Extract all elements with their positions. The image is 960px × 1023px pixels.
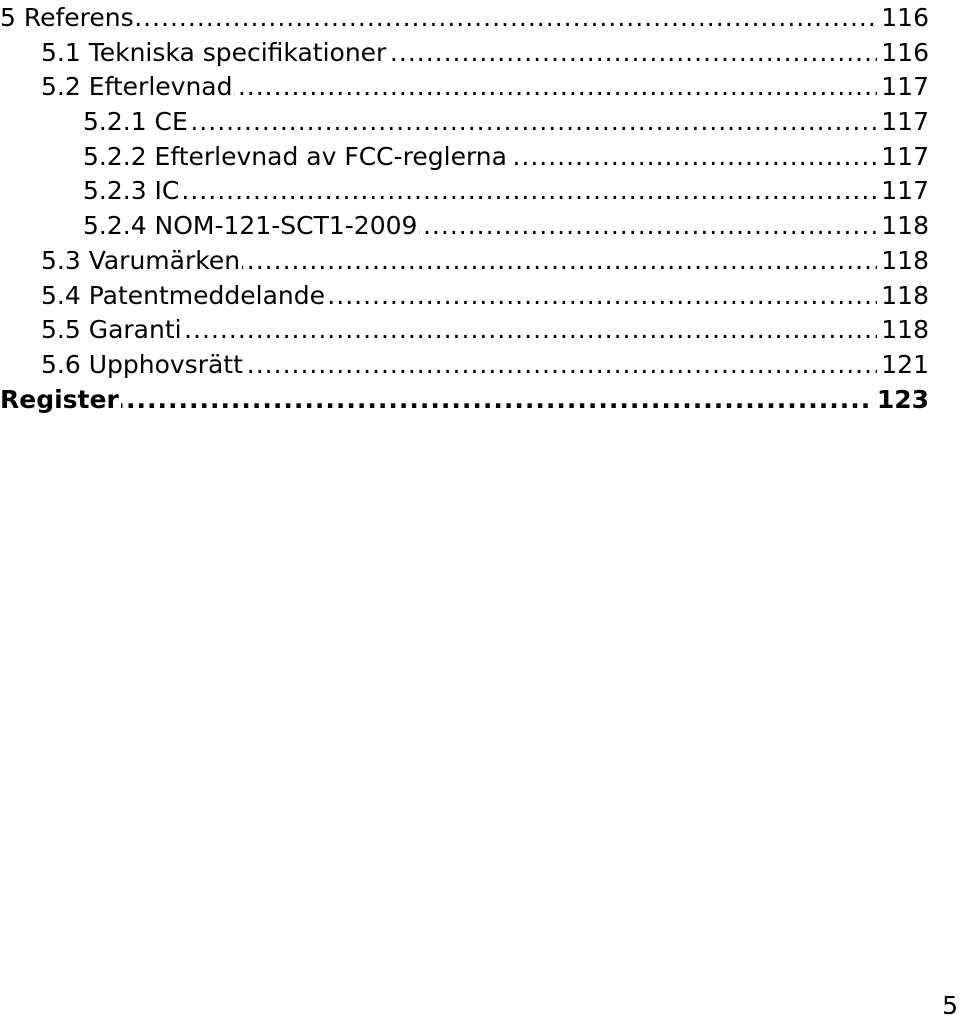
toc-entry-page: 117	[877, 174, 929, 209]
toc-entry-tekniska-specifikationer[interactable]	[0, 36, 960, 71]
toc-entry-page: 118	[877, 209, 929, 244]
toc-entry-varumarken[interactable]	[0, 244, 960, 279]
toc-entry-garanti[interactable]	[0, 313, 960, 348]
toc-entry-page: 121	[877, 348, 929, 383]
toc-entry-page: 123	[873, 383, 929, 418]
toc-entry-referens[interactable]	[0, 1, 960, 36]
toc-entry-label: 5.4 Patentmeddelande	[41, 280, 326, 310]
toc-entry-label: 5 Referens	[0, 3, 134, 32]
toc-entry-page: 118	[877, 313, 929, 348]
toc-entry-page: 118	[877, 279, 929, 314]
toc-entry-label: 5.5 Garanti	[41, 315, 182, 345]
toc-entry-label: 5.2.1 CE	[83, 107, 188, 137]
table-of-contents	[0, 1, 960, 417]
toc-entry-label: 5.2.4 NOM-121-SCT1-2009	[83, 211, 418, 241]
toc-entry-page: 117	[877, 105, 929, 140]
toc-entry-label: 5.6 Upphovsrätt	[41, 349, 243, 379]
toc-entry-efterlevnad[interactable]	[0, 70, 960, 105]
page-number: 5	[942, 991, 958, 1020]
toc-entry-upphovsratt[interactable]	[0, 348, 960, 383]
toc-entry-page: 117	[877, 70, 929, 105]
toc-entry-label: 5.2.2 Efterlevnad av FCC-reglerna	[83, 141, 507, 171]
toc-entry-label: Register	[0, 384, 119, 414]
toc-entry-nom[interactable]	[0, 209, 960, 244]
toc-entry-label: 5.2.3 IC	[83, 176, 180, 206]
toc-entry-ic[interactable]	[0, 174, 960, 209]
toc-entry-label: 5.1 Tekniska specifikationer	[41, 37, 387, 67]
toc-entry-ce[interactable]	[0, 105, 960, 140]
toc-entry-page: 118	[877, 244, 929, 279]
toc-entry-page: 116	[877, 1, 929, 36]
toc-entry-register[interactable]	[0, 383, 960, 418]
toc-entry-patentmeddelande[interactable]	[0, 279, 960, 314]
toc-entry-page: 117	[877, 140, 929, 175]
toc-entry-label: 5.3 Varumärken	[41, 245, 241, 275]
toc-entry-fcc[interactable]	[0, 140, 960, 175]
toc-entry-label: 5.2 Efterlevnad	[41, 72, 233, 102]
toc-entry-page: 116	[877, 36, 929, 71]
